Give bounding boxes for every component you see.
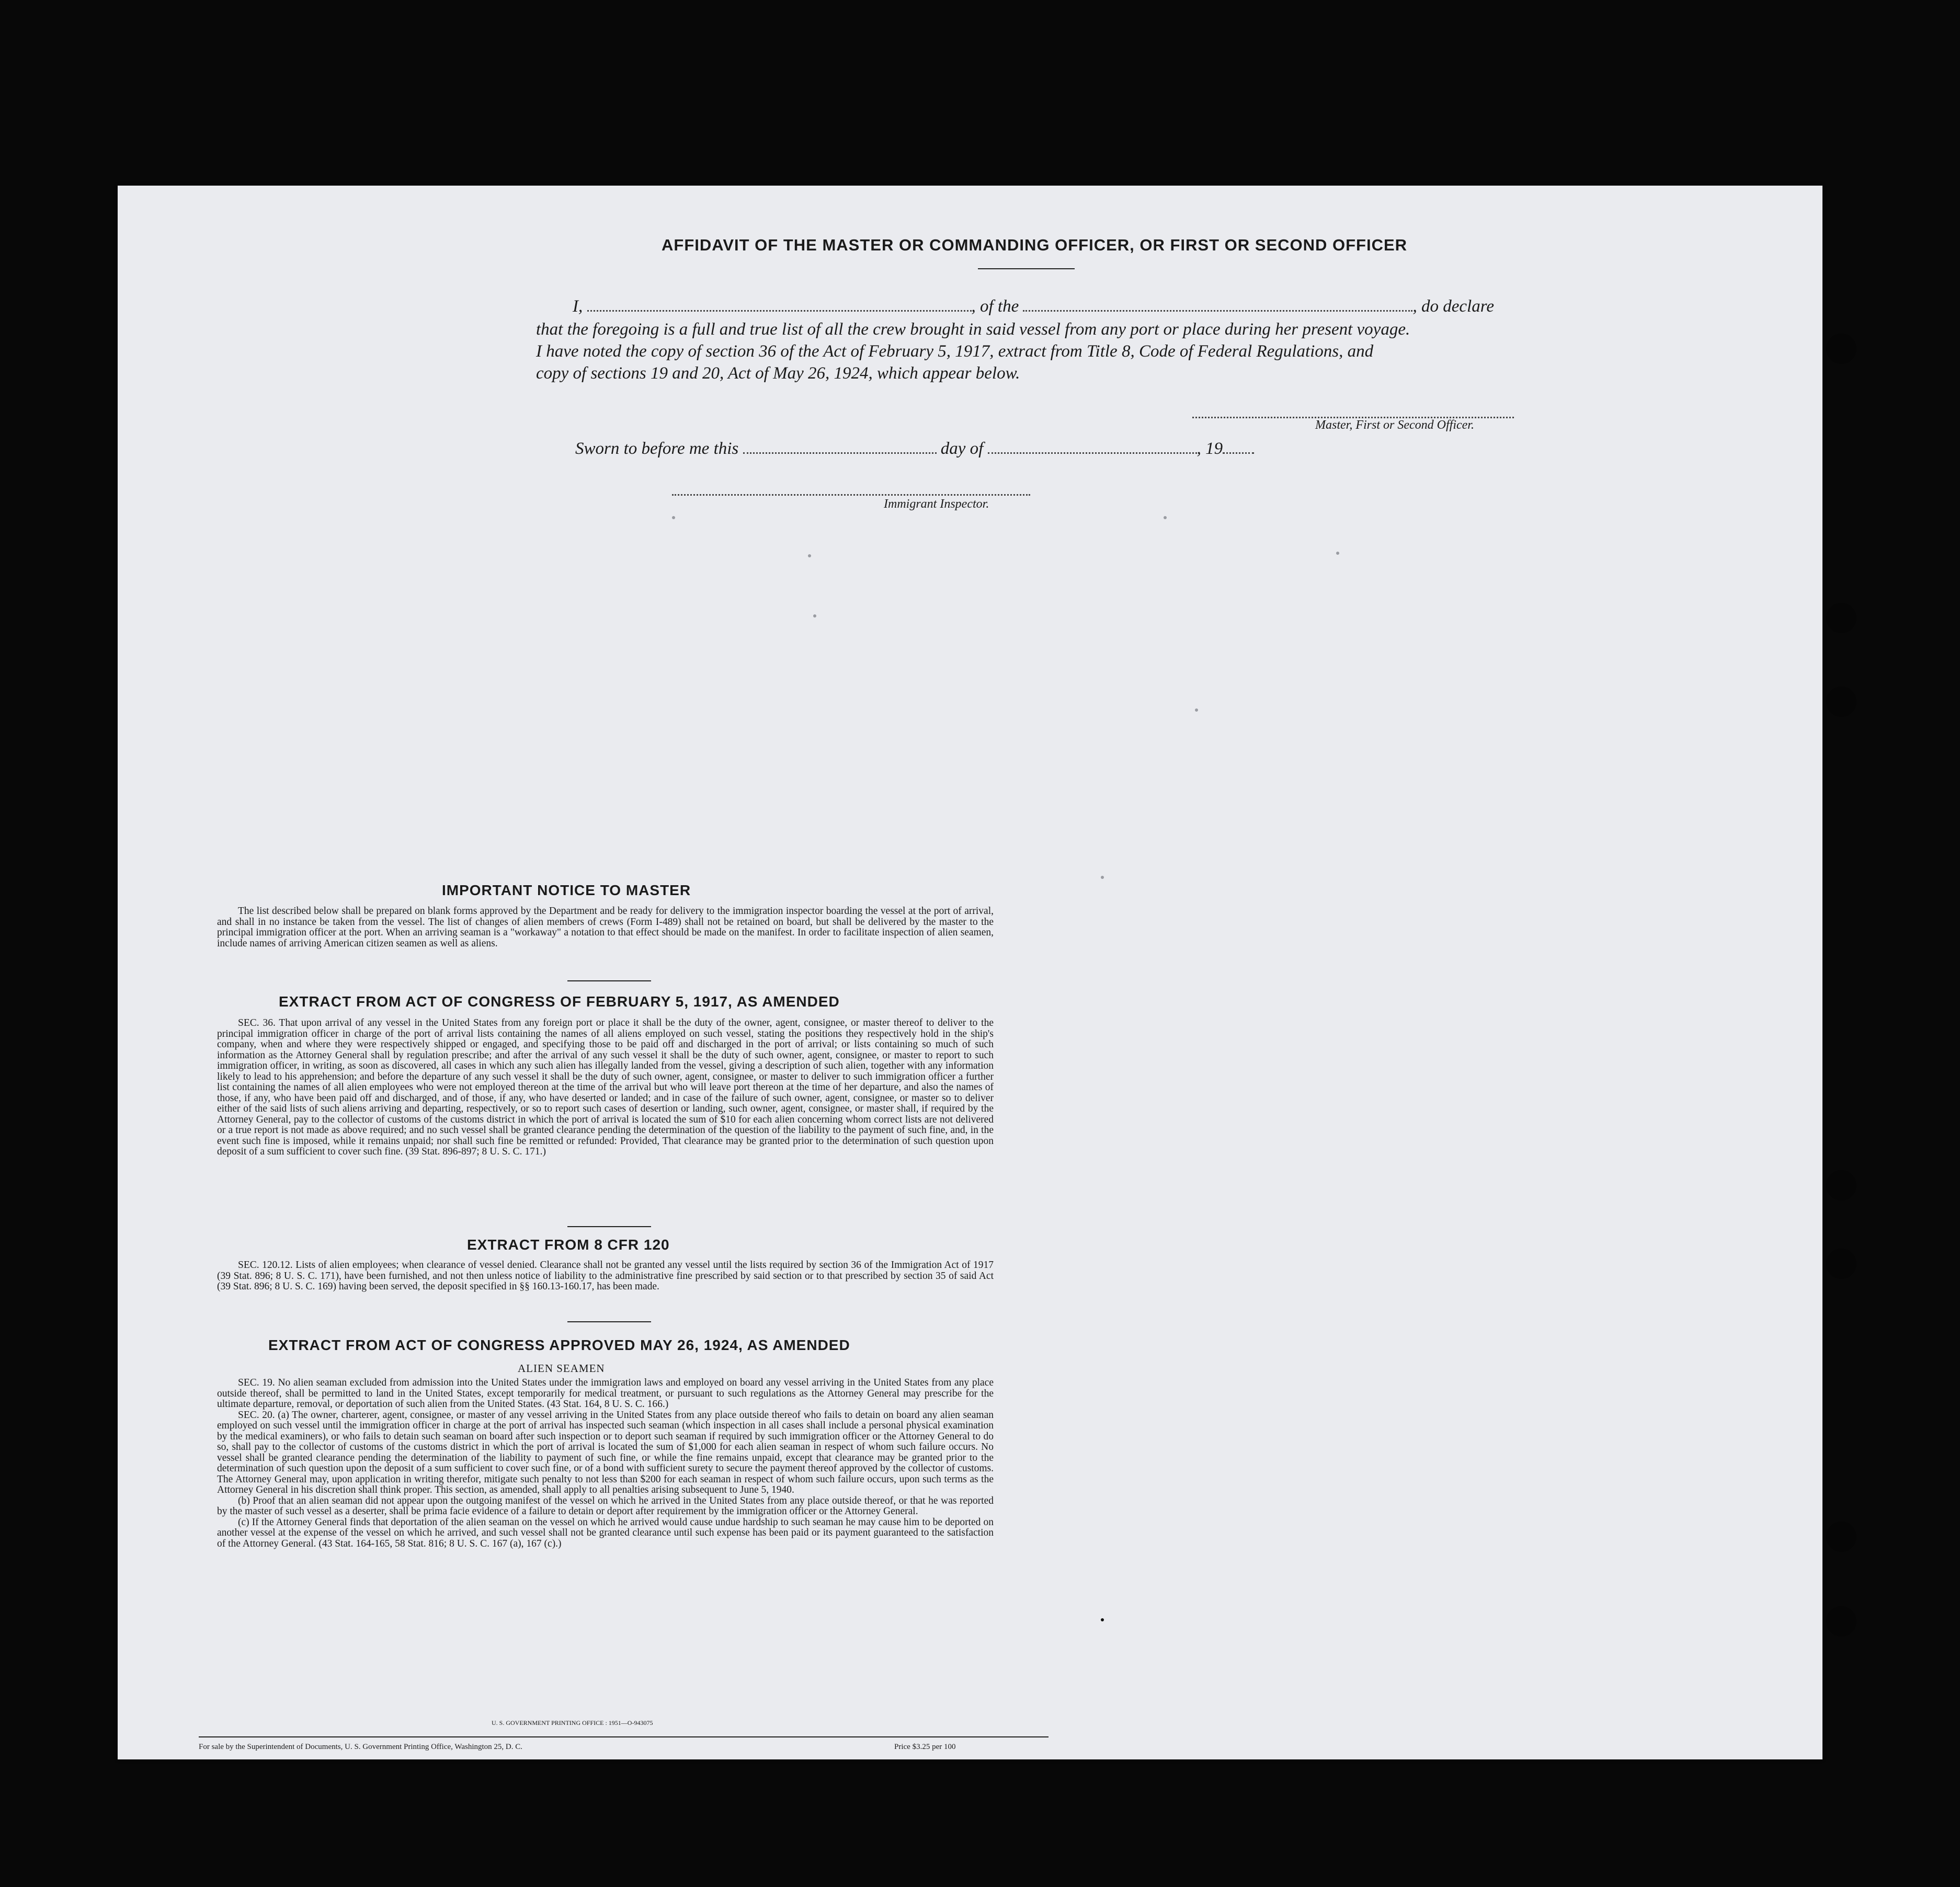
vessel-blank[interactable]	[1023, 305, 1412, 312]
extract-1924-text	[217, 1378, 994, 1549]
punch-hole	[1826, 1522, 1856, 1552]
inspector-signature-blank[interactable]	[672, 489, 1030, 496]
bleed-through-mark	[808, 554, 811, 557]
bleed-through-mark	[672, 516, 675, 519]
master-signature-blank[interactable]	[1192, 411, 1514, 418]
section-divider	[567, 1226, 651, 1227]
section-20b-paragraph: (b) Proof that an alien seaman did not appear upon the outgoing manifest of the vessel on which he arrived in the United States from any place outside thereof, or that he was reported by the master of such vessel as a deserter, shall be prima facie evidence of a failure to detain or deport after requirement by the immigration officer or the Attorney General.	[217, 1495, 994, 1517]
master-signature-caption: Master, First or Second Officer.	[1315, 418, 1474, 432]
declaration-line-3: I have noted the copy of section 36 of the Act of February 5, 1917, extract from Title 8, Code of Federal Regulations, and	[536, 342, 1374, 361]
price-notice: Price $3.25 per 100	[894, 1743, 956, 1751]
inspector-signature-caption: Immigrant Inspector.	[884, 497, 989, 511]
section-20c-paragraph: (c) If the Attorney General finds that deportation of the alien seaman on the vessel on which he arrived would cause undue hardship to such seaman he may cause him to be deported on another vessel at the expense of the vessel on which he arrived, and such vessel shall not be granted clearance until such expense has been paid or its payment guaranteed to the satisfaction of the Attorney General. (43 Stat. 164-165, 58 Stat. 816; 8 U. S. C. 167 (a), 167 (c).)	[217, 1516, 994, 1549]
sworn-label: Sworn to before me this	[575, 439, 739, 458]
punch-hole	[1826, 334, 1856, 364]
i-label: I,	[573, 297, 583, 316]
bleed-through-mark	[1195, 708, 1198, 712]
punch-hole	[1826, 1249, 1856, 1279]
year-label: , 19	[1196, 439, 1223, 458]
document-page	[118, 186, 1822, 1759]
bleed-through-mark	[1336, 552, 1339, 555]
section-20a-paragraph: SEC. 20. (a) The owner, charterer, agent, consignee, or master of any vessel arriving in the United States from any place outside thereof who fails to detain on board any alien seaman employed on such vessel until the immigration officer in charge at the port of arrival has inspected such seaman (which inspection in all cases shall include a personal physical examination by the medical examiners), or who fails to detain such seaman on board after such inspection or to deport such seaman if required by such immigration officer or the Attorney General to do so, shall pay to the collector of customs of the customs district in which the port of arrival is located the sum of $1,000 for each alien seaman in respect of whom such failure occurs. No vessel shall be granted clearance pending the determination of the liability to payment of such fine, or while the fine remains unpaid, except that clearance may be granted prior to the determination of such question upon the deposit of a sum sufficient to cover such fine, or of a bond with sufficient surety to secure the payment thereof approved by the collector of customs. The Attorney General may, upon application in writing therefor, mitigate such penalty to not less than $200 for each seaman in respect of whom such failure occurs, upon such terms as the Attorney General in his discretion shall think proper. This section, as amended, shall apply to all penalties arising subsequent to June 5, 1940.	[217, 1409, 994, 1495]
extract-1924-heading: EXTRACT FROM ACT OF CONGRESS APPROVED MAY 26, 1924, AS AMENDED	[268, 1337, 850, 1353]
declaration-line-1	[573, 295, 1494, 318]
declaration-line-2: that the foregoing is a full and true list of all the crew brought in said vessel from any port or place during her present voyage.	[536, 320, 1410, 339]
bleed-through-mark	[813, 614, 816, 617]
bleed-through-mark	[1101, 876, 1104, 879]
extract-cfr-heading: EXTRACT FROM 8 CFR 120	[467, 1237, 670, 1253]
extract-cfr-text	[217, 1260, 994, 1293]
section-19-paragraph: SEC. 19. No alien seaman excluded from admission into the United States under the immigration laws and employed on board any vessel arriving in the United States from any place outside thereof, shall be permitted to land in the United States, except temporarily for medical treatment, or pursuant to such regulations as the Attorney General may prescribe for the ultimate departure, removal, or deportation of such alien from the United States. (43 Stat. 164, 8 U. S. C. 166.)	[217, 1377, 994, 1410]
sworn-month-blank[interactable]	[988, 447, 1197, 454]
section-36-paragraph: SEC. 36. That upon arrival of any vessel in the United States from any foreign port or place it shall be the duty of the owner, agent, consignee, or master thereof to deliver to the principal immigration officer in charge of the port of arrival lists containing the names of all aliens employed on such vessel, stating the positions they respectively hold in the ship's company, when and where they were respectively shipped or engaged, and specifying those to be paid off and discharged in the port of arrival; or lists containing so much of such information as the Attorney General shall by regulation prescribe; and after the arrival of any such vessel it shall be the duty of such owner, agent, consignee, or master to report to such immigration officer, in writing, as soon as discovered, all cases in which any such alien has illegally landed from the vessel, giving a description of such alien, together with any information likely to lead to his apprehension; and before the departure of any such vessel it shall be the duty of such owner, agent, consignee, or master to deliver to such immigration officer a further list containing the names of all alien employees who were not employed thereon at the time of the arrival but who will leave port thereon at the time of her departure, and also the names of those, if any, who have been paid off and discharged, and of those, if any, who have deserted or landed; and in case of the failure of such owner, agent, consignee, or master so to deliver either of the said lists of such aliens arriving and departing, respectively, or so to report such cases of desertion or landing, such owner, agent, consignee, or master shall, if required by the Attorney General, pay to the collector of customs of the customs district in which the port of arrival is located the sum of $10 for each alien concerning whom correct lists are not delivered or a true report is not made as above required; and no such vessel shall be granted clearance pending the determination of the question of the liability to the payment of such fine, and, in the event such fine is imposed, while it remains unpaid; nor shall such fine be remitted or refunded: Provided, That clearance may be granted prior to the determination of such question upon deposit of a sum sufficient to cover such fine. (39 Stat. 896-897; 8 U. S. C. 171.)	[217, 1017, 994, 1157]
punch-hole	[1826, 1170, 1856, 1200]
extract-1917-heading: EXTRACT FROM ACT OF CONGRESS OF FEBRUARY 5, 1917, AS AMENDED	[279, 993, 840, 1010]
punch-hole	[1826, 1606, 1856, 1637]
notice-heading: IMPORTANT NOTICE TO MASTER	[442, 882, 691, 898]
bleed-through-mark	[1101, 1618, 1104, 1621]
do-declare-label: , do declare	[1412, 297, 1494, 316]
extract-1917-text	[217, 1018, 994, 1158]
notice-text	[217, 906, 994, 949]
day-of-label: day of	[940, 439, 984, 458]
affidavit-title: AFFIDAVIT OF THE MASTER OR COMMANDING OFFICER, OR FIRST OR SECOND OFFICER	[662, 236, 1408, 254]
sworn-line	[575, 438, 1254, 460]
name-blank[interactable]	[587, 305, 972, 312]
bleed-through-mark	[1164, 516, 1167, 519]
punch-hole	[1826, 603, 1856, 633]
for-sale-notice: For sale by the Superintendent of Documents, U. S. Government Printing Office, Washington 25, D. C.	[199, 1743, 522, 1751]
sworn-day-blank[interactable]	[743, 447, 937, 454]
of-the-label: , of the	[971, 297, 1019, 316]
footer-rule	[199, 1736, 1049, 1737]
title-divider	[978, 268, 1075, 269]
declaration-line-4: copy of sections 19 and 20, Act of May 26, 1924, which appear below.	[536, 364, 1020, 383]
section-divider	[567, 1321, 651, 1322]
section-120-12-paragraph: SEC. 120.12. Lists of alien employees; when clearance of vessel denied. Clearance shall not be granted any vessel until the lists required by section 36 of the Immigration Act of 1917 (39 Stat. 896; 8 U. S. C. 171), have been furnished, and not then unless notice of liability to the administrative fine prescribed by said section or to that prescribed by section 35 of said Act (39 Stat. 896; 8 U. S. C. 169) having been served, the deposit specified in §§ 160.13-160.17, has been made.	[217, 1260, 994, 1292]
notice-paragraph: The list described below shall be prepared on blank forms approved by the Department and be ready for delivery to the immigration inspector boarding the vessel at the port of arrival, and shall in no instance be taken from the vessel. The list of changes of alien members of crews (Form I-489) shall not be retained on board, but shall be delivered by the master to the principal immigration officer at the port. When an arriving seaman is a "workaway" a notation to that effect should be made on the manifest. In order to facilitate inspection of alien seamen, include names of arriving American citizen seamen as well as aliens.	[217, 906, 994, 949]
printing-office-imprint: U. S. GOVERNMENT PRINTING OFFICE : 1951—O-943075	[492, 1719, 653, 1726]
punch-hole	[1826, 687, 1856, 717]
section-divider	[567, 980, 651, 981]
alien-seamen-subheading: ALIEN SEAMEN	[518, 1362, 605, 1375]
sworn-year-blank[interactable]	[1223, 447, 1254, 454]
